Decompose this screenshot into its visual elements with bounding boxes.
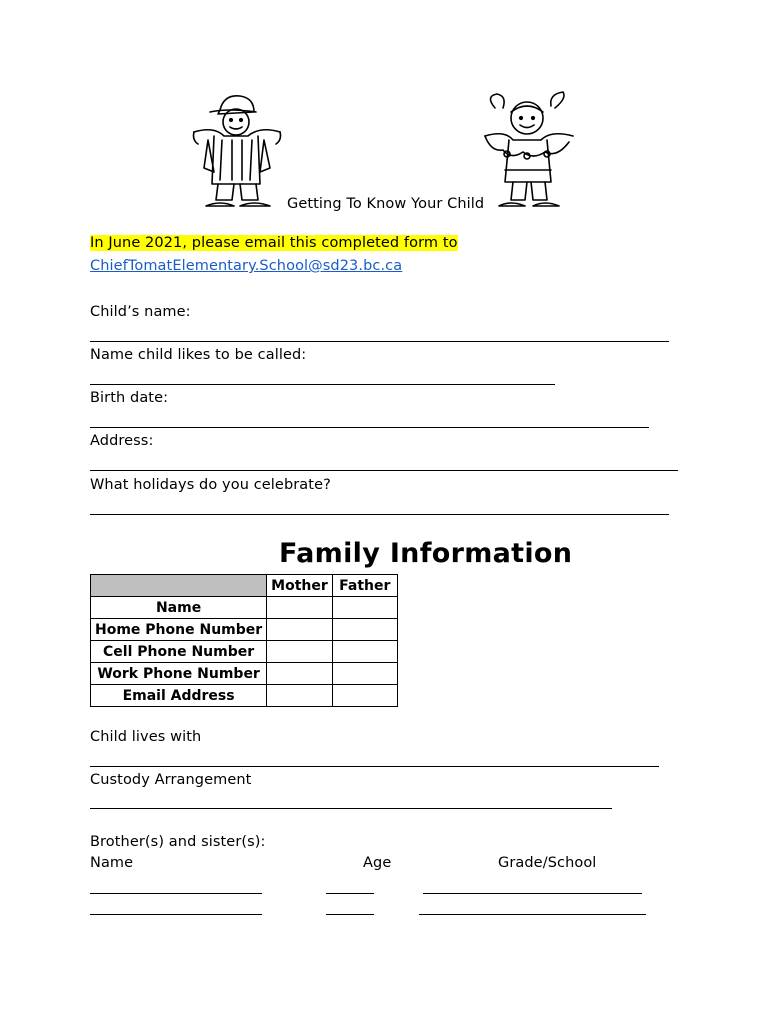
custody-label: Custody Arrangement	[90, 772, 252, 788]
girl-clipart-icon	[477, 90, 581, 214]
table-row	[91, 619, 398, 641]
sibling-2-name-line[interactable]	[90, 914, 262, 915]
mother-work-phone-cell[interactable]	[267, 663, 333, 685]
family-table-header	[91, 575, 398, 597]
row-label: Home Phone Number	[91, 619, 267, 641]
siblings-col-grade: Grade/School	[498, 855, 597, 871]
table-row	[91, 641, 398, 663]
table-row	[91, 663, 398, 685]
mother-email-cell[interactable]	[267, 685, 333, 707]
custody-line[interactable]	[90, 808, 612, 809]
header-blank-cell	[91, 575, 267, 597]
father-name-cell[interactable]	[332, 597, 397, 619]
siblings-col-age: Age	[363, 855, 392, 871]
siblings-label: Brother(s) and sister(s):	[90, 834, 266, 850]
family-heading: Family Information	[279, 538, 573, 569]
table-row	[91, 685, 398, 707]
boy-clipart-icon	[184, 88, 290, 214]
family-table	[90, 574, 398, 707]
sibling-2-grade-line[interactable]	[419, 914, 646, 915]
sibling-1-age-line[interactable]	[326, 893, 374, 894]
mother-cell-phone-cell[interactable]	[267, 641, 333, 663]
mother-home-phone-cell[interactable]	[267, 619, 333, 641]
form-title: Getting To Know Your Child	[287, 196, 485, 212]
notice-highlight: In June 2021, please email this completed form to	[90, 235, 458, 251]
father-home-phone-cell[interactable]	[332, 619, 397, 641]
table-row	[91, 597, 398, 619]
col-father: Father	[332, 575, 397, 597]
notice-line	[90, 235, 458, 251]
sibling-1-name-line[interactable]	[90, 893, 262, 894]
row-label: Name	[91, 597, 267, 619]
siblings-col-name: Name	[90, 855, 134, 871]
lives-with-label: Child lives with	[90, 729, 202, 745]
birth-date-label: Birth date:	[90, 390, 169, 406]
holidays-label: What holidays do you celebrate?	[90, 477, 331, 493]
email-link[interactable]: ChiefTomatElementary.School@sd23.bc.ca	[90, 258, 403, 274]
sibling-1-grade-line[interactable]	[423, 893, 642, 894]
row-label: Email Address	[91, 685, 267, 707]
nickname-line[interactable]	[90, 384, 555, 385]
nickname-label: Name child likes to be called:	[90, 347, 307, 363]
holidays-line[interactable]	[90, 514, 669, 515]
father-email-cell[interactable]	[332, 685, 397, 707]
sibling-2-age-line[interactable]	[326, 914, 374, 915]
lives-with-line[interactable]	[90, 766, 659, 767]
address-label: Address:	[90, 433, 154, 449]
mother-name-cell[interactable]	[267, 597, 333, 619]
email-link-line	[90, 258, 402, 274]
father-work-phone-cell[interactable]	[332, 663, 397, 685]
child-name-label: Child’s name:	[90, 304, 191, 320]
child-name-line[interactable]	[90, 341, 669, 342]
address-line[interactable]	[90, 470, 678, 471]
row-label: Cell Phone Number	[91, 641, 267, 663]
birth-date-line[interactable]	[90, 427, 649, 428]
row-label: Work Phone Number	[91, 663, 267, 685]
col-mother: Mother	[267, 575, 333, 597]
father-cell-phone-cell[interactable]	[332, 641, 397, 663]
